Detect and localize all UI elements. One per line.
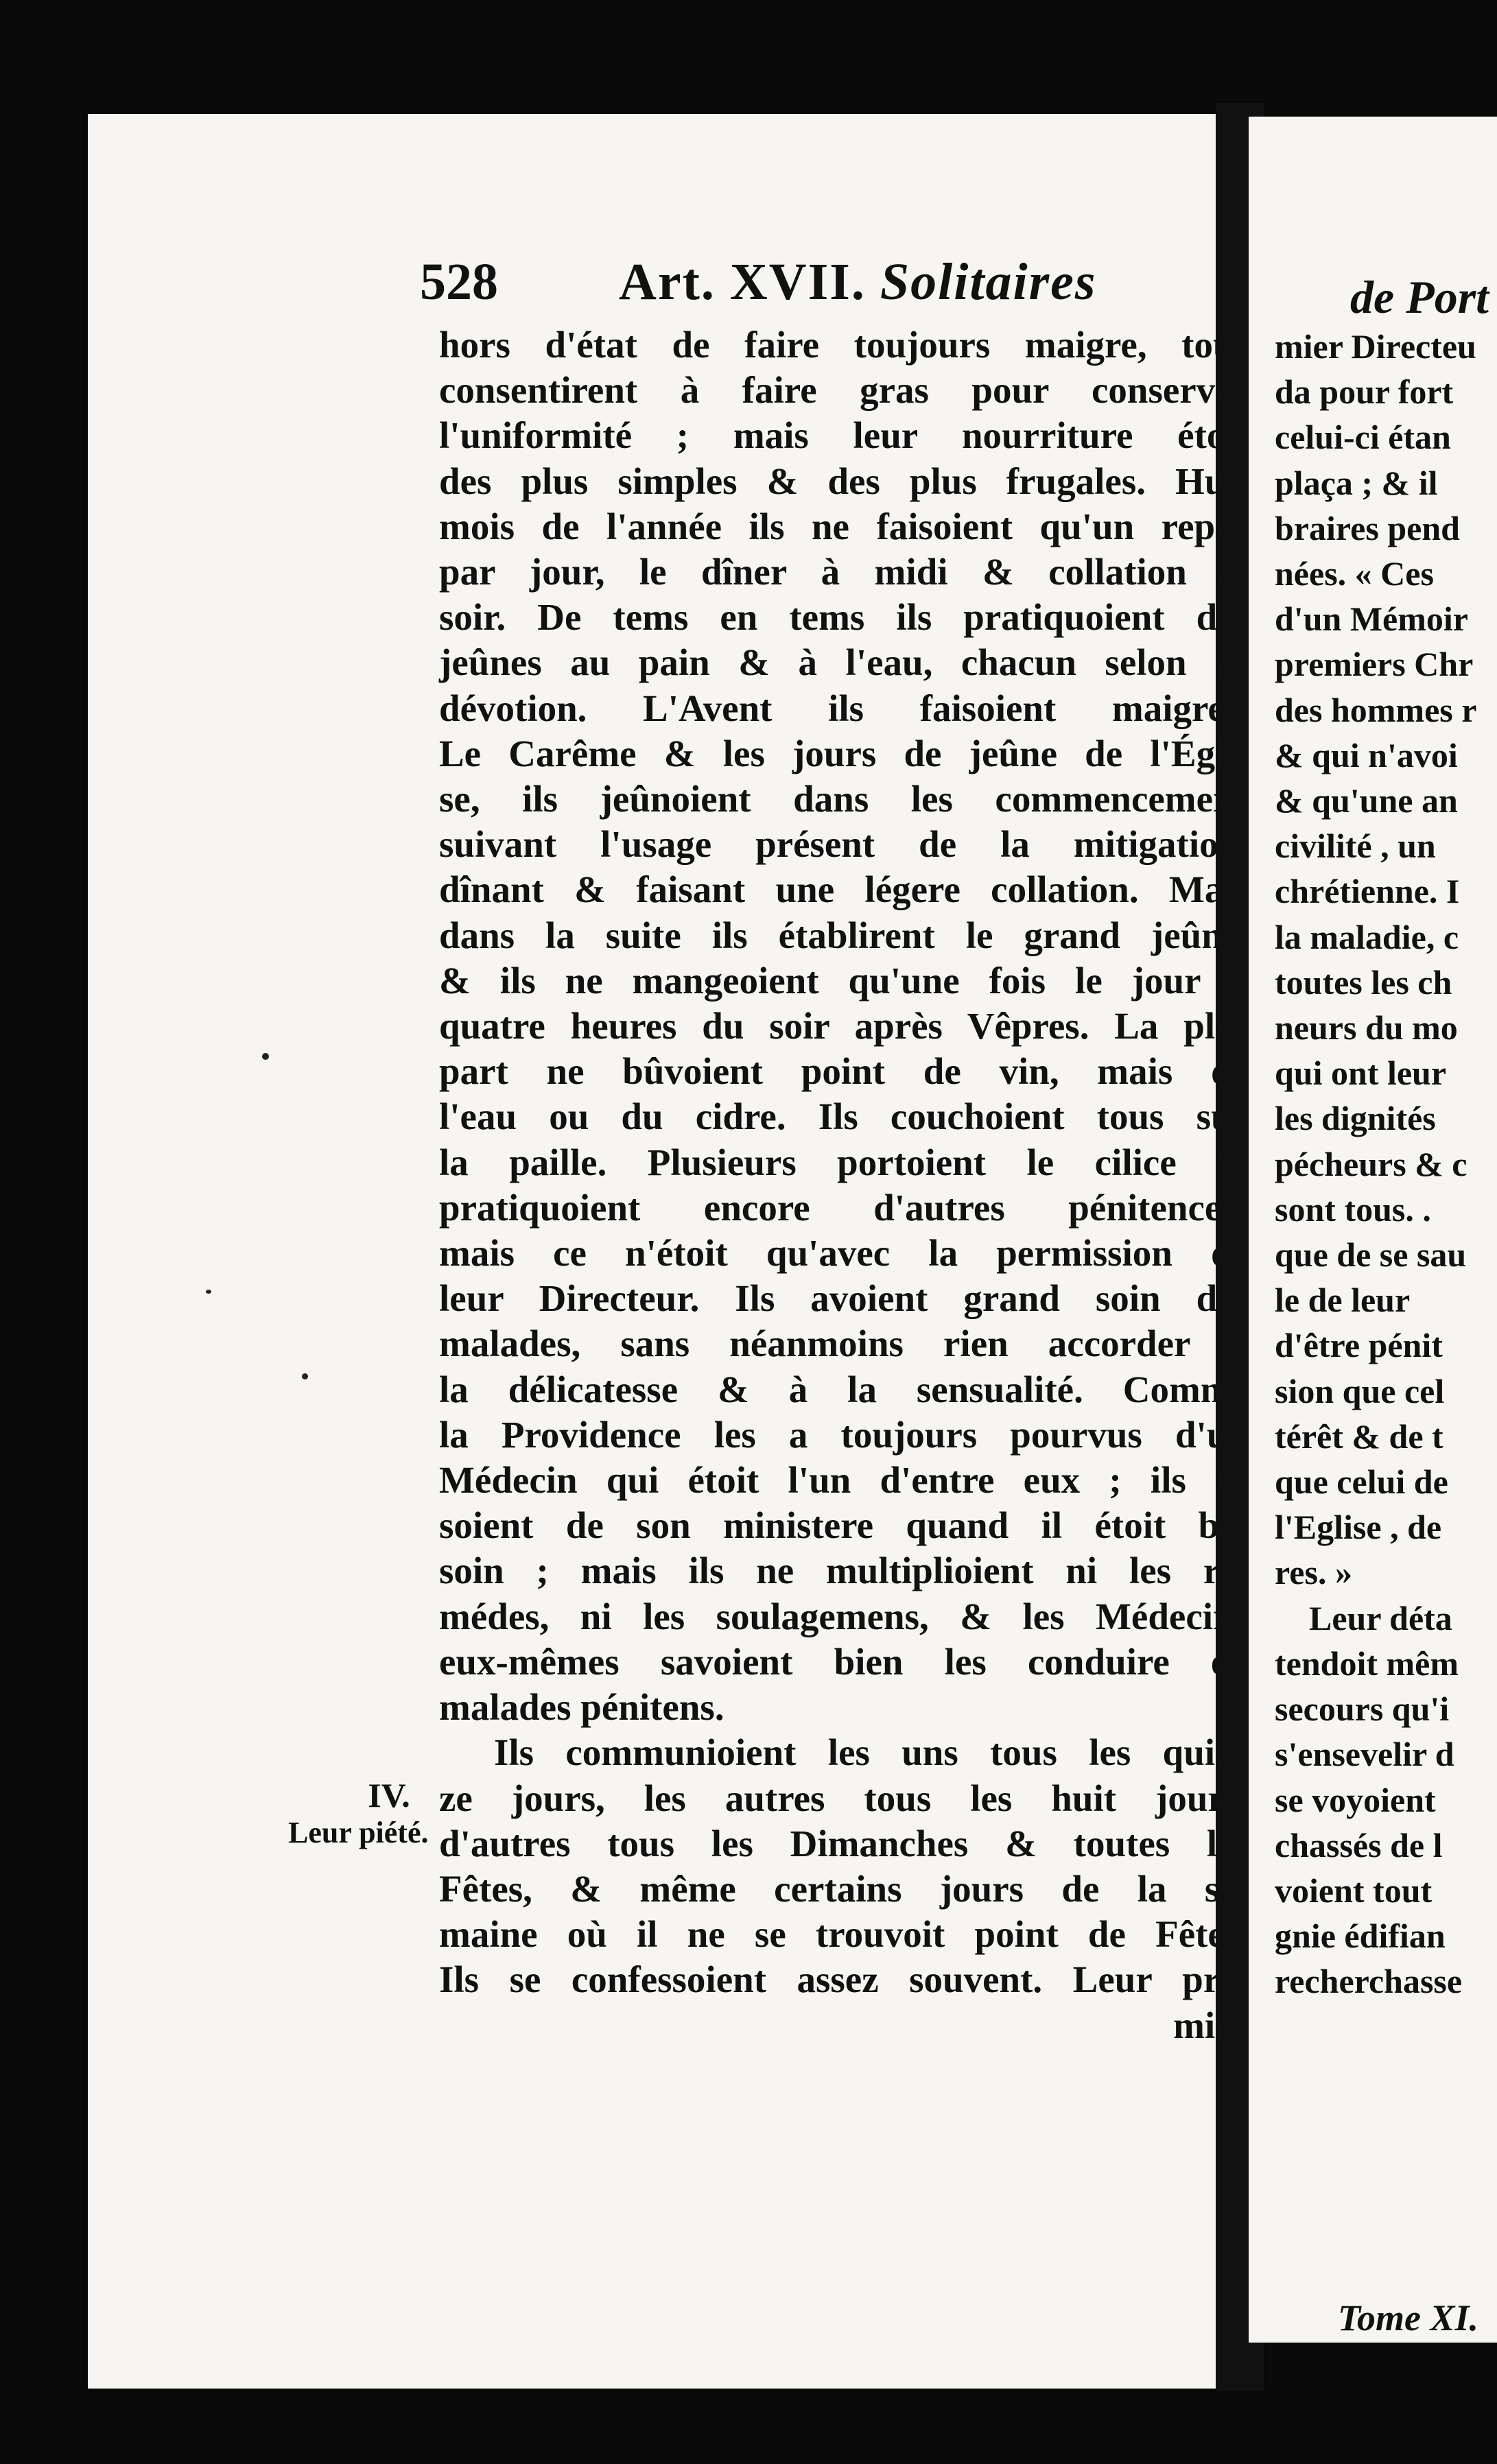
right-page bbox=[1249, 117, 1497, 2343]
page-number: 528 bbox=[420, 253, 498, 311]
text-line: pratiquoient encore d'autres pénitences; bbox=[439, 1186, 1249, 1229]
text-line: nées. « Ces bbox=[1275, 554, 1434, 593]
margin-note bbox=[288, 1775, 482, 1851]
text-line: tendoit mêm bbox=[1275, 1644, 1459, 1683]
text-line: eux-mêmes savoient bien les conduire en bbox=[439, 1640, 1249, 1683]
text-line: d'autres tous les Dimanches & toutes les bbox=[439, 1822, 1249, 1864]
text-line: civilité , un bbox=[1275, 827, 1436, 866]
catchword: mier bbox=[1173, 2004, 1249, 2046]
text-line: médes, ni les soulagemens, & les Médecins bbox=[439, 1595, 1249, 1637]
text-line: la paille. Plusieurs portoient le cilice & bbox=[439, 1141, 1249, 1183]
running-head bbox=[619, 252, 1096, 312]
text-line: hors d'état de faire toujours maigre, tous bbox=[439, 324, 1249, 366]
text-line: le de leur bbox=[1275, 1281, 1411, 1320]
text-line: premiers Chr bbox=[1275, 645, 1474, 684]
text-line: braires pend bbox=[1275, 508, 1460, 547]
text-line: des plus simples & des plus frugales. Huit bbox=[439, 460, 1249, 502]
text-line: mais ce n'étoit qu'avec la permission de bbox=[439, 1232, 1249, 1275]
text-line: leur Directeur. Ils avoient grand soin des bbox=[439, 1277, 1249, 1320]
text-line: mier Directeu bbox=[1275, 327, 1476, 366]
text-line: la délicatesse & à la sensualité. Comme bbox=[439, 1368, 1249, 1410]
text-line: & qui n'avoi bbox=[1275, 735, 1458, 774]
text-line: jeûnes au pain & à l'eau, chacun selon sa bbox=[439, 641, 1249, 684]
text-line: consentirent à faire gras pour conserver bbox=[439, 369, 1249, 412]
text-line: maine où il ne se trouvoit point de Fêtes. bbox=[439, 1913, 1249, 1956]
left-body-text bbox=[439, 322, 1249, 2048]
text-line: chassés de l bbox=[1275, 1825, 1443, 1864]
text-line: mois de l'année ils ne faisoient qu'un repas bbox=[439, 505, 1249, 547]
margin-note-label: Leur piété. bbox=[288, 1816, 429, 1849]
right-signature-footer: Tome XI. bbox=[1338, 2297, 1479, 2338]
text-line: plaça ; & il bbox=[1275, 463, 1438, 502]
text-line: se voyoient bbox=[1275, 1780, 1436, 1819]
text-line: sont tous. . bbox=[1275, 1189, 1431, 1229]
text-line: se, ils jeûnoient dans les commencemens bbox=[439, 778, 1249, 820]
text-line: secours qu'i bbox=[1275, 1690, 1450, 1729]
text-line: les dignités bbox=[1275, 1099, 1436, 1138]
text-line: d'être pénit bbox=[1275, 1326, 1443, 1365]
text-line: malades, sans néanmoins rien accorder à bbox=[439, 1323, 1249, 1365]
running-head-title: Solitaires bbox=[880, 253, 1097, 311]
text-line: Médecin qui étoit l'un d'entre eux ; ils u- bbox=[439, 1459, 1249, 1502]
text-line: la maladie, c bbox=[1275, 917, 1459, 956]
text-line: & ils ne mangeoient qu'une fois le jour à bbox=[439, 959, 1249, 1002]
text-line: dînant & faisant une légere collation. Mais bbox=[439, 868, 1249, 911]
ink-speck bbox=[206, 1290, 211, 1294]
text-line: Ils communioient les uns tous les quin- bbox=[494, 1731, 1249, 1774]
text-line: chrétienne. I bbox=[1275, 872, 1460, 911]
text-line: la Providence les a toujours pourvus d'un bbox=[439, 1413, 1249, 1456]
text-line: soient de son ministere quand il étoit be- bbox=[439, 1504, 1249, 1547]
running-head-article: Art. XVII. bbox=[619, 253, 866, 311]
text-line: & qu'une an bbox=[1275, 781, 1458, 820]
text-line: toutes les ch bbox=[1275, 962, 1452, 1002]
text-line: s'ensevelir d bbox=[1275, 1735, 1454, 1774]
text-line: Fêtes, & même certains jours de la se- bbox=[439, 1867, 1249, 1910]
text-line: soin ; mais ils ne multiplioient ni les re- bbox=[439, 1550, 1249, 1592]
ink-speck bbox=[262, 1053, 269, 1060]
text-line: térêt & de t bbox=[1275, 1417, 1443, 1456]
text-line: voient tout bbox=[1275, 1871, 1433, 1910]
text-line: Le Carême & les jours de jeûne de l'Égli- bbox=[439, 732, 1249, 774]
text-line: pécheurs & c bbox=[1275, 1144, 1467, 1183]
text-line: res. » bbox=[1275, 1553, 1352, 1592]
text-line: que de se sau bbox=[1275, 1235, 1467, 1275]
text-line: l'uniformité ; mais leur nourriture étoit bbox=[439, 414, 1249, 457]
margin-note-number: IV. bbox=[368, 1776, 410, 1814]
text-line: dévotion. L'Avent ils faisoient maigres. bbox=[439, 687, 1249, 729]
text-line: que celui de bbox=[1275, 1462, 1448, 1502]
right-body-text bbox=[1275, 324, 1497, 2004]
text-line: dans la suite ils établirent le grand jeûne, bbox=[439, 914, 1249, 956]
text-line: sion que cel bbox=[1275, 1371, 1445, 1410]
text-line: des hommes r bbox=[1275, 690, 1477, 729]
text-line: d'un Mémoir bbox=[1275, 600, 1468, 639]
text-line: Ils se confessoient assez souvent. Leur pre- bbox=[439, 1958, 1249, 2001]
left-running-header bbox=[420, 252, 1256, 314]
text-line: Leur déta bbox=[1309, 1598, 1452, 1637]
text-line: malades pénitens. bbox=[439, 1686, 724, 1729]
text-line: suivant l'usage présent de la mitigation, bbox=[439, 823, 1249, 866]
text-line: l'Eglise , de bbox=[1275, 1508, 1442, 1547]
text-line: part ne bûvoient point de vin, mais de bbox=[439, 1050, 1249, 1093]
text-line: l'eau ou du cidre. Ils couchoient tous sur bbox=[439, 1095, 1249, 1138]
text-line: soir. De tems en tems ils pratiquoient des bbox=[439, 596, 1249, 639]
text-line: neurs du mo bbox=[1275, 1008, 1458, 1047]
text-line: celui-ci étan bbox=[1275, 418, 1451, 457]
text-line: qui ont leur bbox=[1275, 1054, 1447, 1093]
text-line: ze jours, les autres tous les huit jours, bbox=[439, 1777, 1249, 1819]
ink-speck bbox=[302, 1373, 308, 1379]
text-line: da pour fort bbox=[1275, 372, 1454, 412]
text-line: recherchasse bbox=[1275, 1962, 1463, 2001]
text-line: gnie édifian bbox=[1275, 1917, 1446, 1956]
text-line: par jour, le dîner à midi & collation le bbox=[439, 551, 1249, 593]
text-line: quatre heures du soir après Vêpres. La plû- bbox=[439, 1005, 1249, 1047]
right-running-head: de Port bbox=[1350, 271, 1489, 323]
